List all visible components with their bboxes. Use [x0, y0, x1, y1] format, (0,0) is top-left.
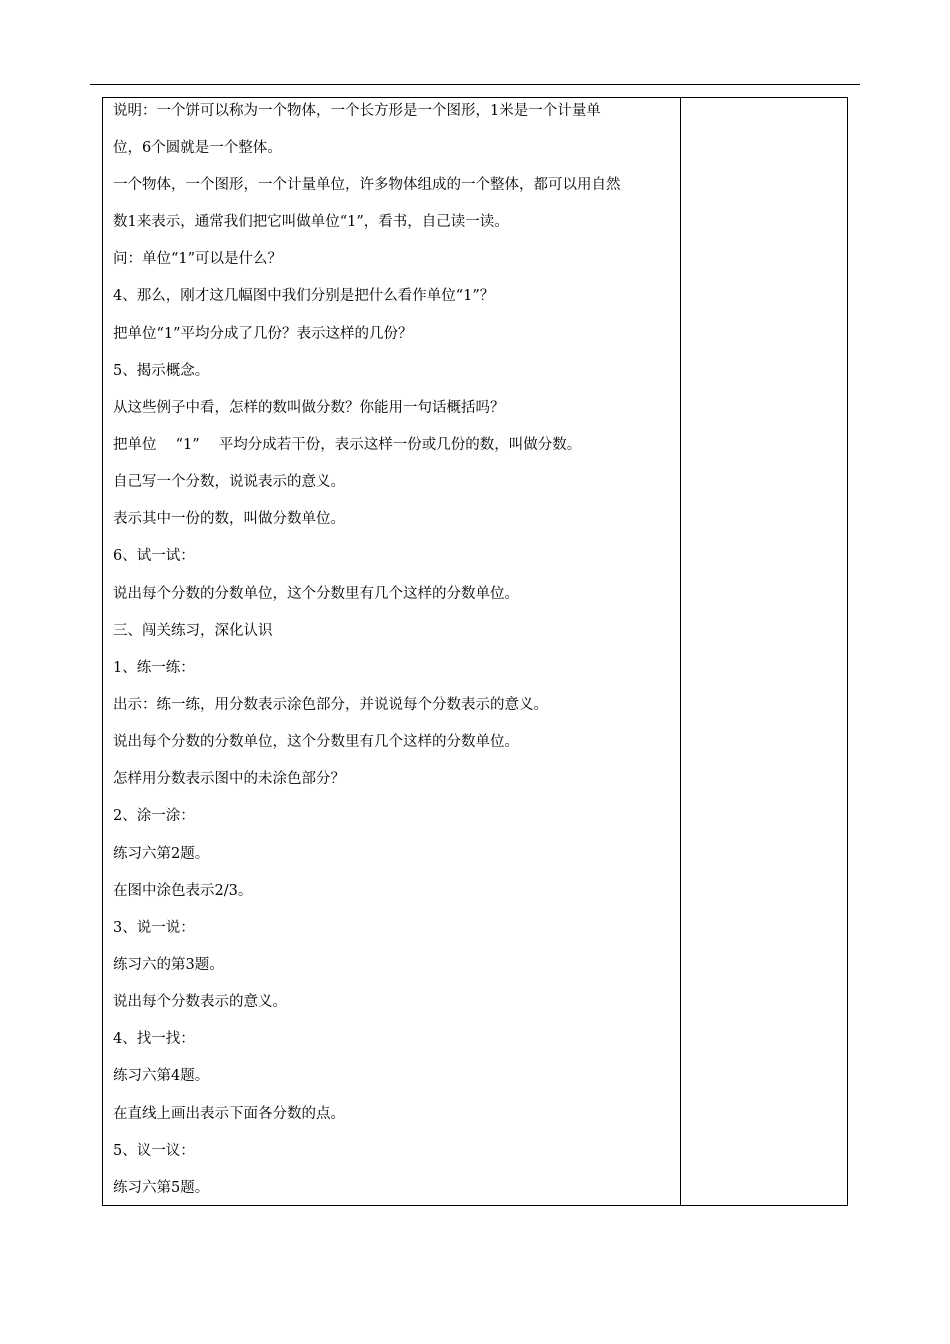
text-line: 三、闯关练习，深化认识 [113, 623, 273, 639]
text-line: 2、涂一涂： [113, 808, 195, 824]
text-line: 说出每个分数的分数单位，这个分数里有几个这样的分数单位。 [113, 734, 519, 750]
text-line: 3、说一说： [113, 920, 195, 936]
text-line: 把单位“1”平均分成了几份？表示这样的几份？ [113, 326, 413, 342]
text-line: 数1来表示，通常我们把它叫做单位“1”，看书，自己读一读。 [113, 214, 509, 230]
text-line: 自己写一个分数，说说表示的意义。 [113, 474, 345, 490]
text-line: 一个物体，一个图形，一个计量单位，许多物体组成的一个整体，都可以用自然 [113, 177, 621, 193]
header-rule [90, 84, 860, 85]
text-line: 问：单位“1”可以是什么？ [113, 251, 283, 267]
text-line: 说出每个分数的分数单位，这个分数里有几个这样的分数单位。 [113, 586, 519, 602]
text-line: 说明：一个饼可以称为一个物体，一个长方形是一个图形，1米是一个计量单 [113, 103, 601, 119]
text-line: 练习六的第3题。 [113, 957, 224, 973]
text-line: 练习六第2题。 [113, 846, 210, 862]
text-line: 把单位 “1” 平均分成若干份，表示这样一份或几份的数，叫做分数。 [113, 437, 582, 453]
text-line: 表示其中一份的数，叫做分数单位。 [113, 511, 345, 527]
text-line: 练习六第4题。 [113, 1068, 210, 1084]
text-line: 6、试一试： [113, 548, 195, 564]
text-line: 5、揭示概念。 [113, 363, 210, 379]
text-line: 练习六第5题。 [113, 1180, 210, 1196]
text-line: 位，6个圆就是一个整体。 [113, 140, 282, 156]
text-line: 在直线上画出表示下面各分数的点。 [113, 1106, 345, 1122]
text-line: 出示：练一练，用分数表示涂色部分，并说说每个分数表示的意义。 [113, 697, 548, 713]
text-line: 4、找一找： [113, 1031, 195, 1047]
text-line: 4、那么，刚才这几幅图中我们分别是把什么看作单位“1”？ [113, 288, 495, 304]
text-line: 在图中涂色表示2/3。 [113, 883, 253, 899]
lesson-table [102, 97, 848, 1206]
text-line: 说出每个分数表示的意义。 [113, 994, 287, 1010]
text-line: 怎样用分数表示图中的未涂色部分？ [113, 771, 345, 787]
text-line: 1、练一练： [113, 660, 195, 676]
text-line: 从这些例子中看，怎样的数叫做分数？你能用一句话概括吗？ [113, 400, 505, 416]
notes-column [681, 98, 847, 1205]
text-line: 5、议一议： [113, 1143, 195, 1159]
